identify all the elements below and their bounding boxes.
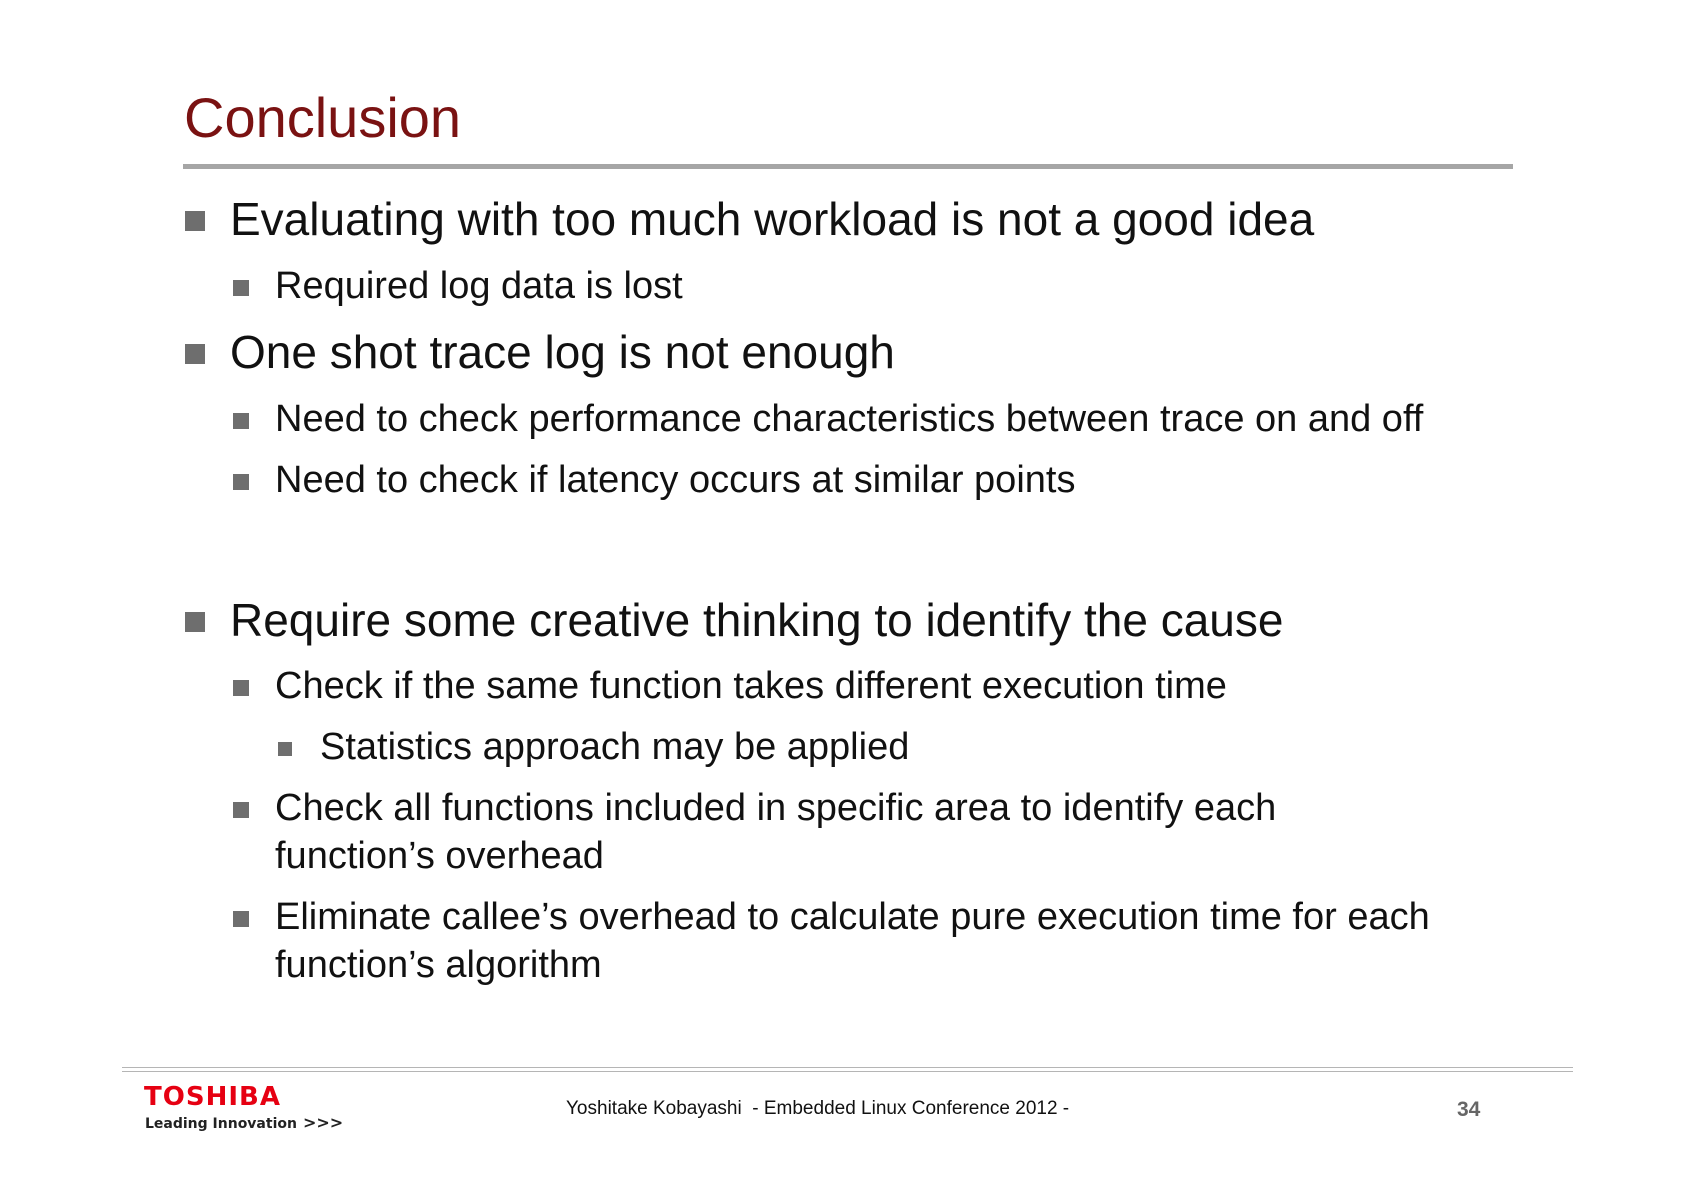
slide-title: Conclusion [184,86,462,149]
square-bullet-icon [233,802,249,818]
square-bullet-icon [233,474,249,490]
square-bullet-icon [233,680,249,696]
bullet-text: Evaluating with too much workload is not a good idea [230,193,1315,245]
square-bullet-icon [185,211,205,231]
bullet-text: Need to check performance characteristics between trace on and off [275,398,1424,440]
bullet-level-1 [230,593,1283,647]
chevrons-icon: >>> [302,1113,344,1132]
bullet-continuation [275,941,602,989]
logo-tagline [145,1114,343,1133]
bullet-level-2 [275,893,1430,941]
bullet-level-1 [230,192,1314,246]
bullet-text: Statistics approach may be applied [320,726,910,768]
bullet-level-3 [320,723,909,771]
bullet-text: Need to check if latency occurs at similar points [275,459,1076,501]
square-bullet-icon [278,742,292,756]
page-number: 34 [1457,1098,1481,1121]
square-bullet-icon [185,344,205,364]
title-divider [183,164,1513,169]
bullet-text: Required log data is lost [275,265,683,307]
bullet-level-2 [275,456,1075,504]
tagline-text: Leading Innovation [145,1116,297,1132]
square-bullet-icon [233,911,249,927]
toshiba-logo: TOSHIBA [144,1082,281,1112]
bullet-continuation [275,832,604,880]
square-bullet-icon [185,612,205,632]
bullet-text: One shot trace log is not enough [230,326,895,378]
bullet-level-2 [275,784,1276,832]
square-bullet-icon [233,280,249,296]
footer-divider [122,1067,1573,1072]
square-bullet-icon [233,413,249,429]
bullet-level-2 [275,395,1423,443]
bullet-level-2 [275,262,683,310]
bullet-text: Eliminate callee’s overhead to calculate pure execution time for each [275,896,1430,938]
bullet-level-2 [275,662,1227,710]
bullet-text: Check all functions included in specific area to identify each [275,787,1277,829]
footer-text: Yoshitake Kobayashi - Embedded Linux Conference 2012 - [566,1098,1070,1119]
bullet-level-1 [230,325,895,379]
bullet-text: function’s algorithm [275,944,602,986]
bullet-text: Check if the same function takes different execution time [275,665,1227,707]
bullet-text: Require some creative thinking to identify the cause [230,594,1284,646]
bullet-text: function’s overhead [275,835,604,877]
